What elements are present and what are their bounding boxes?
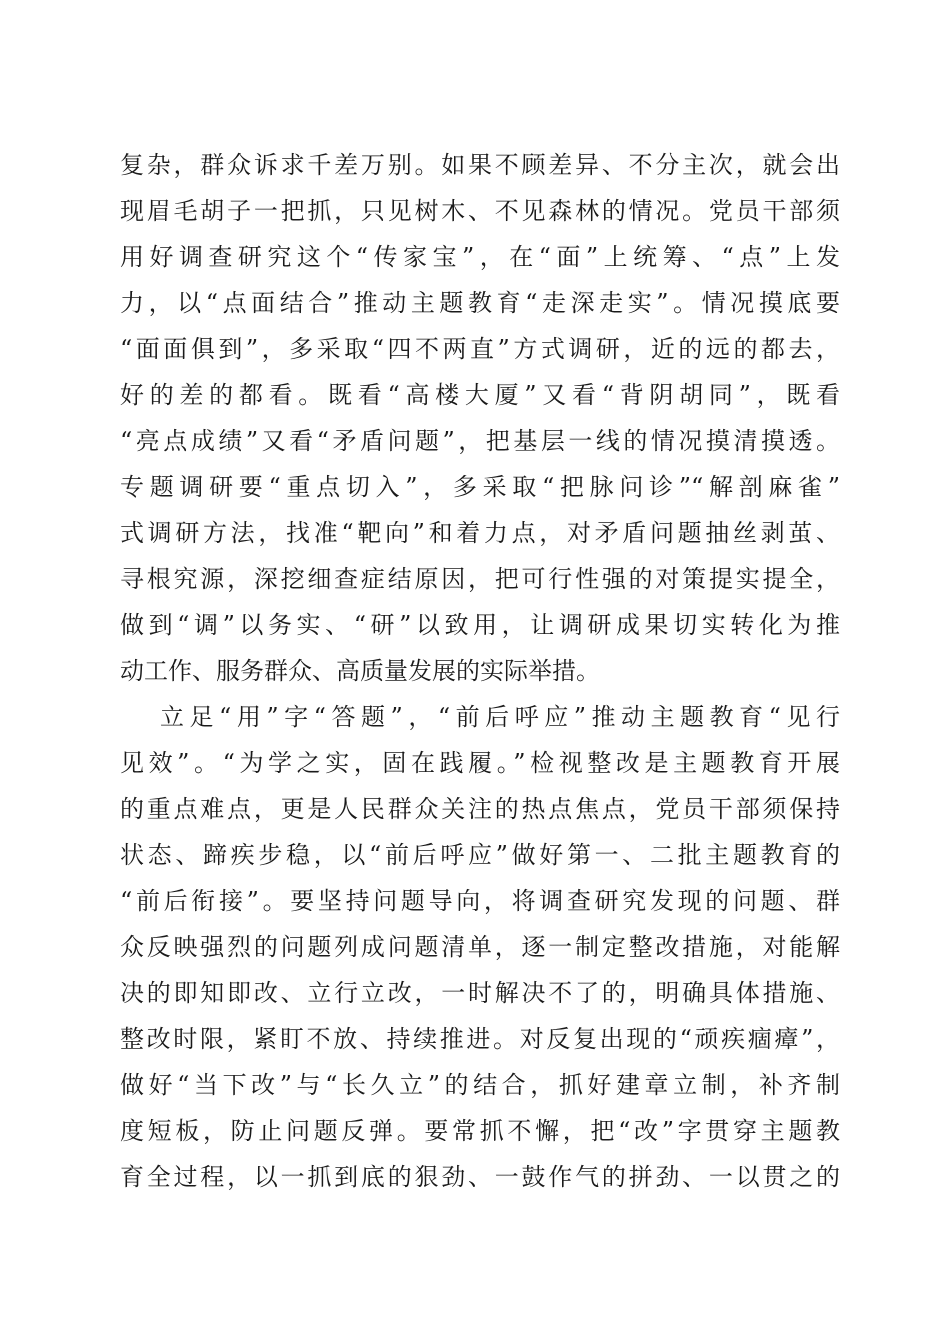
paragraph-1 (120, 142, 840, 694)
text-line: 用好调查研究这个“传家宝”，在“面”上统筹、“点”上发 (120, 243, 840, 271)
text-line: “面面俱到”，多采取“四不两直”方式调研，近的远的都去， (120, 335, 840, 363)
text-line: 的重点难点，更是人民群众关注的热点焦点，党员干部须保持 (120, 795, 840, 823)
text-line: 专题调研要“重点切入”，多采取“把脉问诊”“解剖麻雀” (120, 473, 840, 501)
text-line: 做好“当下改”与“长久立”的结合，抓好建章立制，补齐制 (120, 1071, 840, 1099)
text-line: 力，以“点面结合”推动主题教育“走深走实”。情况摸底要 (120, 289, 840, 317)
body-text (120, 142, 840, 1200)
text-line: 育全过程，以一抓到底的狠劲、一鼓作气的拼劲、一以贯之的 (120, 1163, 840, 1191)
text-line: 复杂，群众诉求千差万别。如果不顾差异、不分主次，就会出 (120, 151, 840, 179)
text-line: 做到“调”以务实、“研”以致用，让调研成果切实转化为推 (120, 611, 840, 639)
text-line: 整改时限，紧盯不放、持续推进。对反复出现的“顽疾痼瘴”， (120, 1025, 840, 1053)
text-line: “前后衔接”。要坚持问题导向，将调查研究发现的问题、群 (120, 887, 840, 915)
text-line: 众反映强烈的问题列成问题清单，逐一制定整改措施，对能解 (120, 933, 840, 961)
paragraph-2 (120, 694, 840, 1200)
text-line: 决的即知即改、立行立改，一时解决不了的，明确具体措施、 (120, 979, 840, 1007)
text-line: 式调研方法，找准“靶向”和着力点，对矛盾问题抽丝剥茧、 (120, 519, 840, 547)
text-line: 好的差的都看。既看“高楼大厦”又看“背阴胡同”，既看 (120, 381, 840, 409)
text-line: “亮点成绩”又看“矛盾问题”，把基层一线的情况摸清摸透。 (120, 427, 840, 455)
text-line: 度短板，防止问题反弹。要常抓不懈，把“改”字贯穿主题教 (120, 1117, 840, 1145)
text-line: 状态、蹄疾步稳，以“前后呼应”做好第一、二批主题教育的 (120, 841, 840, 869)
text-line: 立足“用”字“答题”，“前后呼应”推动主题教育“见行 (160, 703, 840, 731)
text-line: 见效”。“为学之实，固在践履。”检视整改是主题教育开展 (120, 749, 840, 777)
text-line: 现眉毛胡子一把抓，只见树木、不见森林的情况。党员干部须 (120, 197, 840, 225)
text-line: 动工作、服务群众、高质量发展的实际举措。 (120, 657, 600, 685)
text-line: 寻根究源，深挖细查症结原因，把可行性强的对策提实提全， (120, 565, 840, 593)
